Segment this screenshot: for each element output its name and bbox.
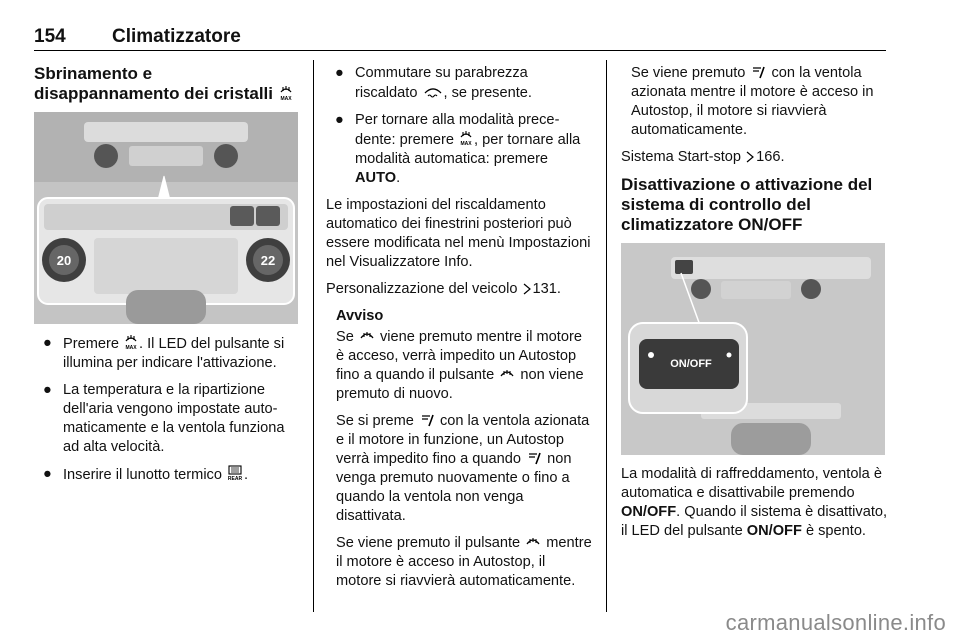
page-title: Climatizzatore bbox=[112, 26, 241, 47]
column-3 bbox=[621, 64, 889, 549]
cross-reference: Personalizzazione del veicolo 131. bbox=[326, 281, 561, 297]
list-item: ● La temperatura e la ripartizione dell'aria vengono impostate automaticamente e la ventola funziona ad alta velocità. bbox=[43, 382, 285, 455]
list-item: ● Commutare su parabrezza riscaldato , se presente. bbox=[335, 65, 532, 101]
cross-reference: Sistema Start-stop 166. bbox=[621, 149, 785, 165]
max-defrost-icon bbox=[279, 85, 293, 101]
fan-icon bbox=[419, 413, 435, 427]
display-right: 22 bbox=[260, 253, 276, 268]
max-defrost-icon bbox=[124, 334, 138, 350]
page-header bbox=[34, 22, 886, 51]
paragraph: Le impostazioni del riscaldamento automatico dei finestrini posteriori può essere modificata nel menù Impostazioni nel Visualizzatore Info. bbox=[326, 197, 591, 270]
section-heading: Sbrinamento e disappannamento dei cristalli MAX bbox=[34, 64, 292, 103]
page-number: 154 bbox=[34, 26, 66, 47]
svg-text:MAX: MAX bbox=[280, 96, 292, 101]
climate-panel-figure bbox=[34, 112, 298, 324]
column-divider bbox=[606, 60, 607, 612]
watermark: carmanualsonline.info bbox=[725, 610, 946, 635]
list-item: ● Premere MAX . Il LED del pulsante si illumina per indicare l'attivazione. bbox=[43, 335, 285, 371]
column-1 bbox=[34, 64, 298, 493]
max-defrost-icon bbox=[459, 130, 473, 146]
svg-text:MAX: MAX bbox=[460, 141, 472, 146]
front-defrost-icon bbox=[499, 367, 515, 381]
note-title: Avviso bbox=[336, 308, 384, 324]
front-defrost-icon bbox=[525, 535, 541, 549]
on-off-button-figure bbox=[621, 243, 885, 455]
fan-icon bbox=[526, 451, 542, 465]
section-heading: Disattivazione o attivazione del sistema di controllo del climatizzatore ON/OFF bbox=[621, 175, 873, 234]
front-defrost-icon bbox=[359, 329, 375, 343]
list-item: ● Per tornare alla modalità precedente: premere MAX , per tornare alla modalità automatica: premere AUTO. bbox=[335, 112, 581, 186]
svg-text:REAR: REAR bbox=[227, 476, 243, 481]
paragraph: Se viene premuto il pulsante mentre il motore è acceso in Autostop, il motore si riavvierà automaticamente. bbox=[336, 535, 592, 589]
reference-arrow-icon bbox=[523, 283, 532, 295]
list-item: ● Inserire il lunotto termico REAR . bbox=[43, 466, 249, 483]
paragraph: Se si preme con la ventola azionata e il motore in funzione, un Autostop verrà impedito fino a quando non venga premuto nuovamente o fino a quando la ventola non venga disattivata. bbox=[336, 413, 590, 524]
svg-text:MAX: MAX bbox=[125, 345, 137, 350]
paragraph: Se viene premuto mentre il motore è acceso, verrà impedito un Autostop fino a quando il pulsante non viene premuto di nuovo. bbox=[336, 329, 584, 402]
paragraph: Se viene premuto con la ventola azionata mentre il motore è acceso in Autostop, il motore si riavvierà automaticamente. bbox=[631, 65, 874, 138]
on-off-label: ON/OFF bbox=[670, 358, 712, 370]
display-left: 20 bbox=[56, 253, 72, 268]
column-2 bbox=[326, 64, 594, 599]
heated-windscreen-icon bbox=[423, 83, 443, 99]
paragraph: La modalità di raffreddamento, ventola è automatica e disattivabile premendo ON/OFF. Quando il sistema è disattivato, il LED del pulsante ON/OFF è spento. bbox=[621, 466, 888, 539]
reference-arrow-icon bbox=[746, 151, 755, 163]
rear-window-heater-icon bbox=[227, 465, 243, 481]
note-box bbox=[326, 307, 594, 591]
column-divider bbox=[313, 60, 314, 612]
fan-icon bbox=[750, 65, 766, 79]
